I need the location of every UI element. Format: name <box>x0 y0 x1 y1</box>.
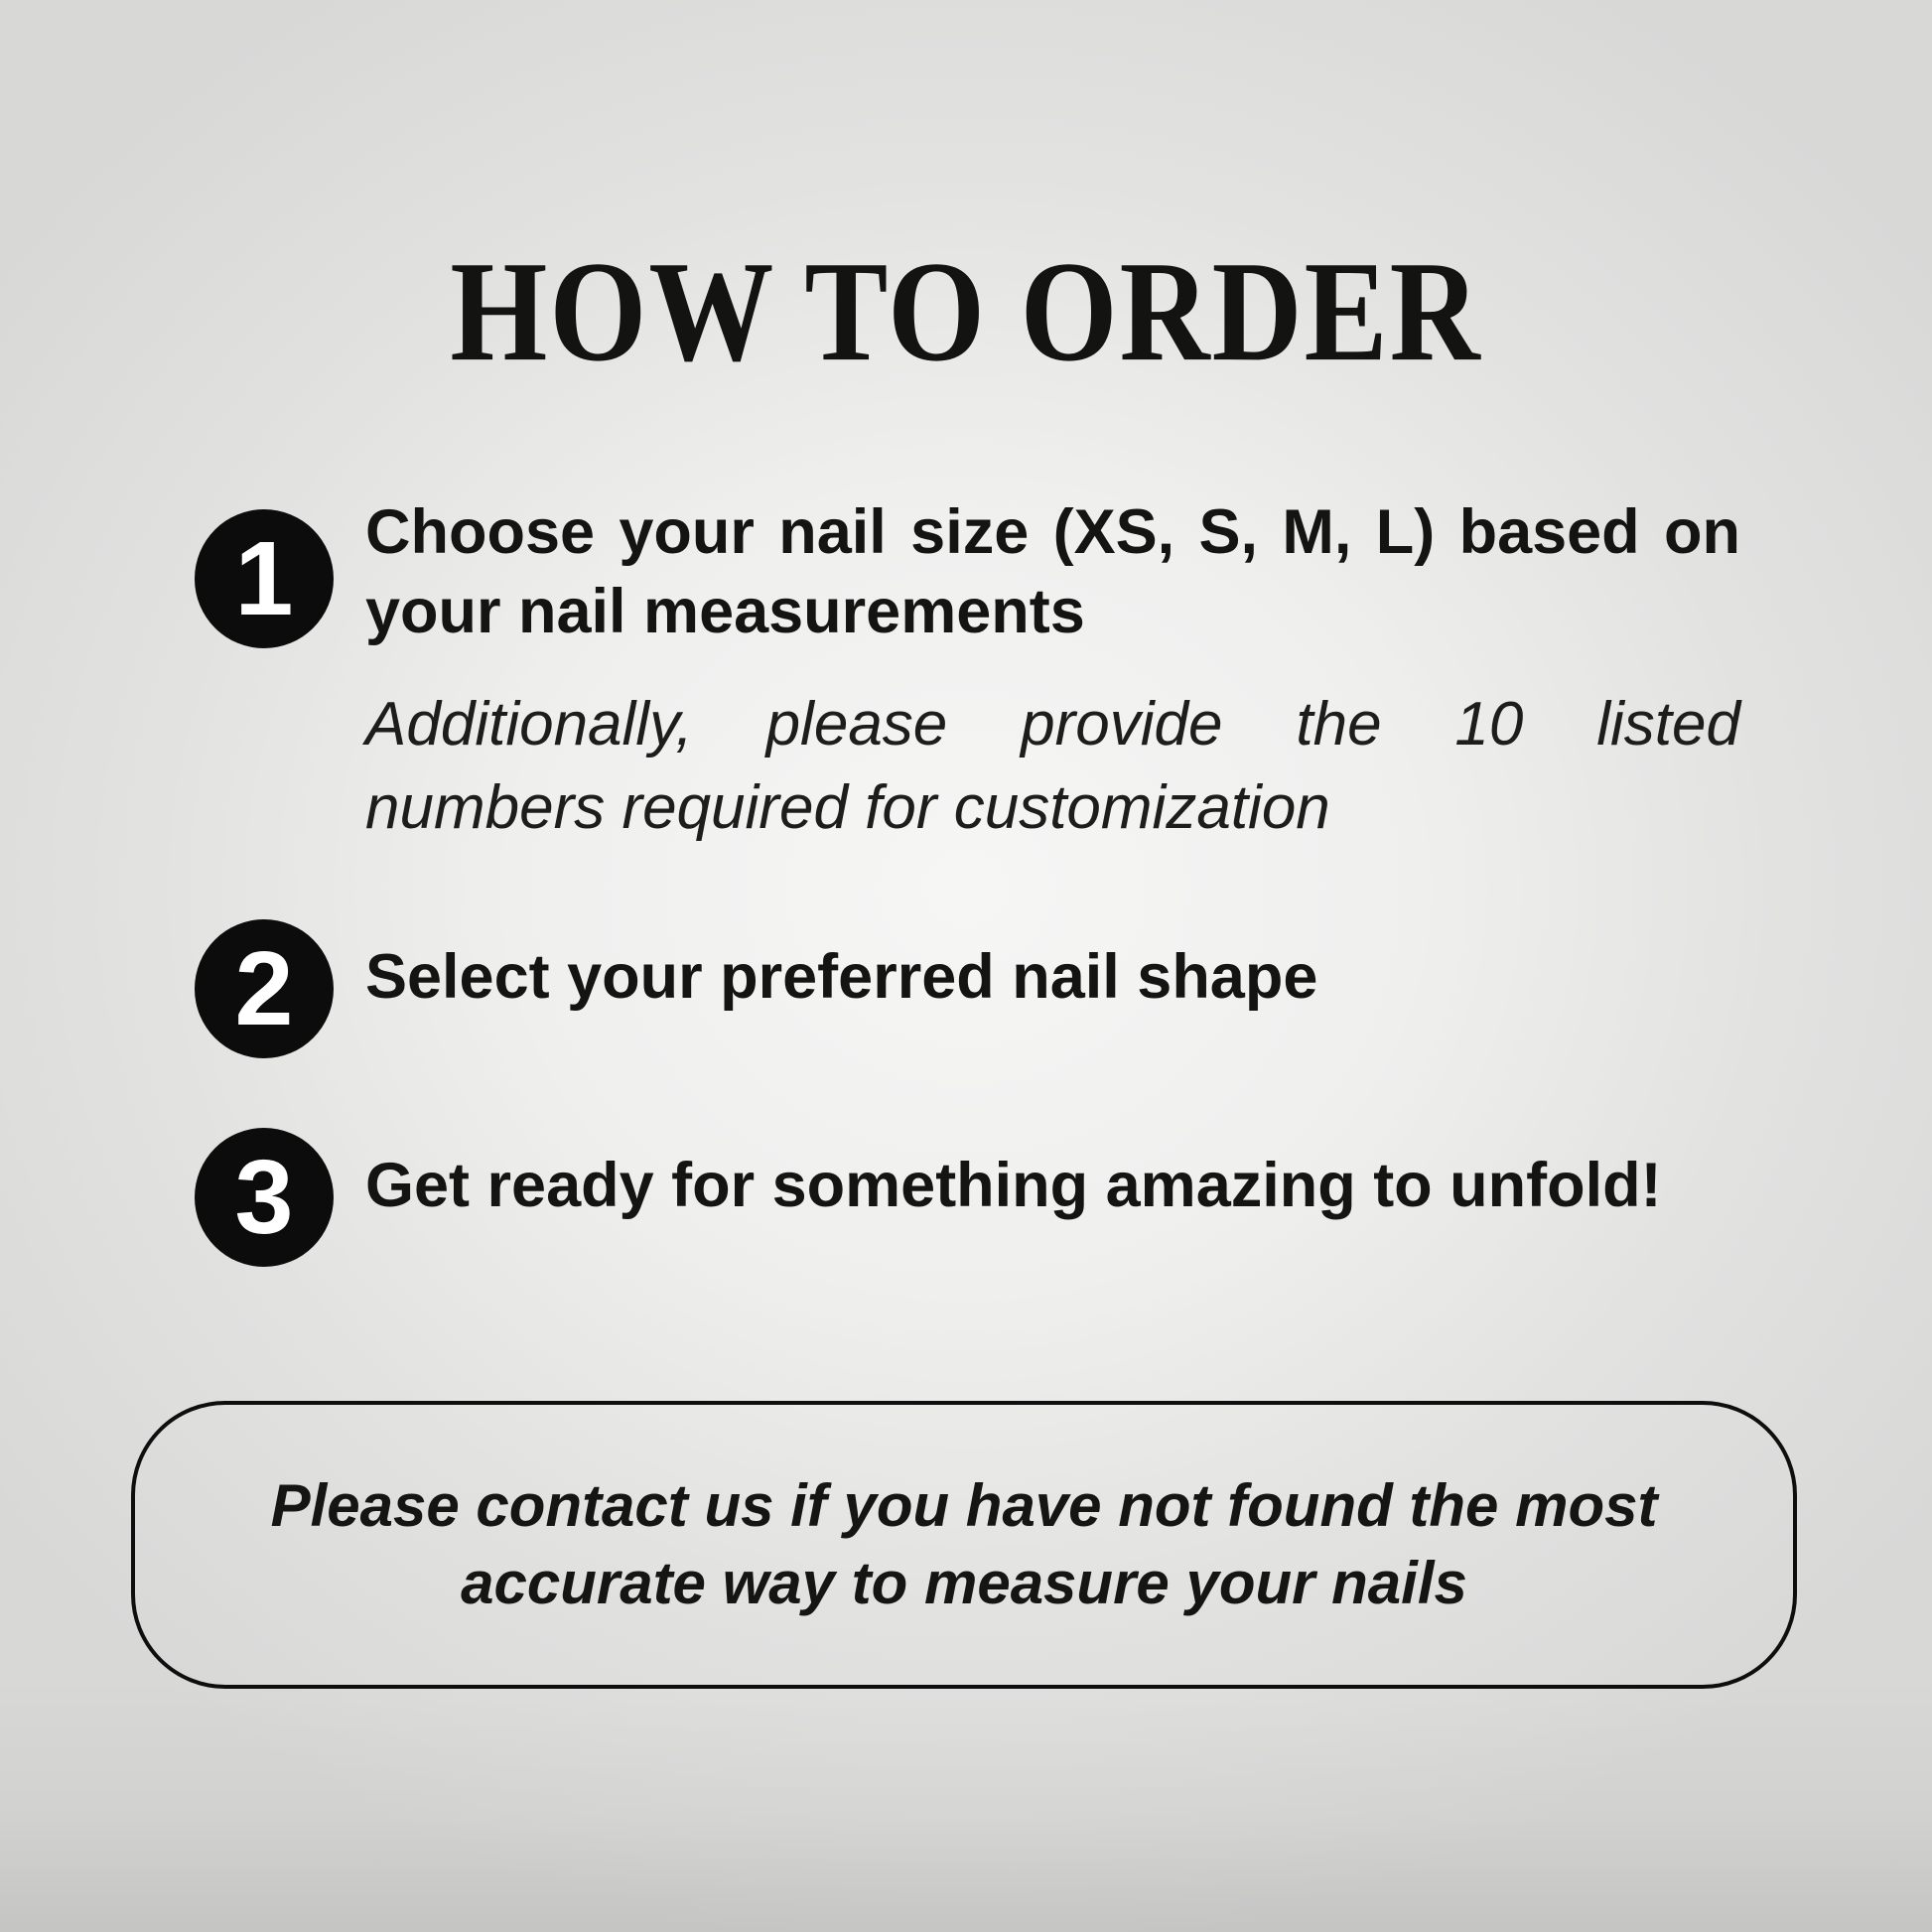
step-2-line-1: Select your preferred nail shape <box>365 942 1318 1012</box>
step-3-badge <box>195 1128 334 1267</box>
step-3-text <box>365 1146 1740 1225</box>
step-1-badge <box>195 509 334 648</box>
contact-note-box <box>131 1401 1797 1689</box>
step-1-line-2: your nail measurements <box>365 577 1085 646</box>
contact-note-line-2: accurate way to measure your nails <box>461 1550 1467 1616</box>
step-1-line-1: Choose your nail size (XS, S, M, L) based on <box>365 497 1740 567</box>
step-1-detail <box>365 683 1740 850</box>
step-1-number: 1 <box>234 520 294 637</box>
step-1-text <box>365 492 1740 651</box>
contact-note-line-1: Please contact us if you have not found the most <box>270 1472 1658 1539</box>
page-title: HOW TO ORDER <box>450 232 1482 392</box>
step-2-text <box>365 937 1740 1017</box>
step-2-number: 2 <box>234 930 294 1047</box>
step-3-number: 3 <box>234 1139 294 1256</box>
step-3-line-1: Get ready for something amazing to unfold! <box>365 1151 1662 1220</box>
step-1-detail-line-2: numbers required for customization <box>365 773 1330 842</box>
step-1-detail-line-1: Additionally, please provide the 10 listed <box>365 690 1740 759</box>
step-2-badge <box>195 919 334 1058</box>
